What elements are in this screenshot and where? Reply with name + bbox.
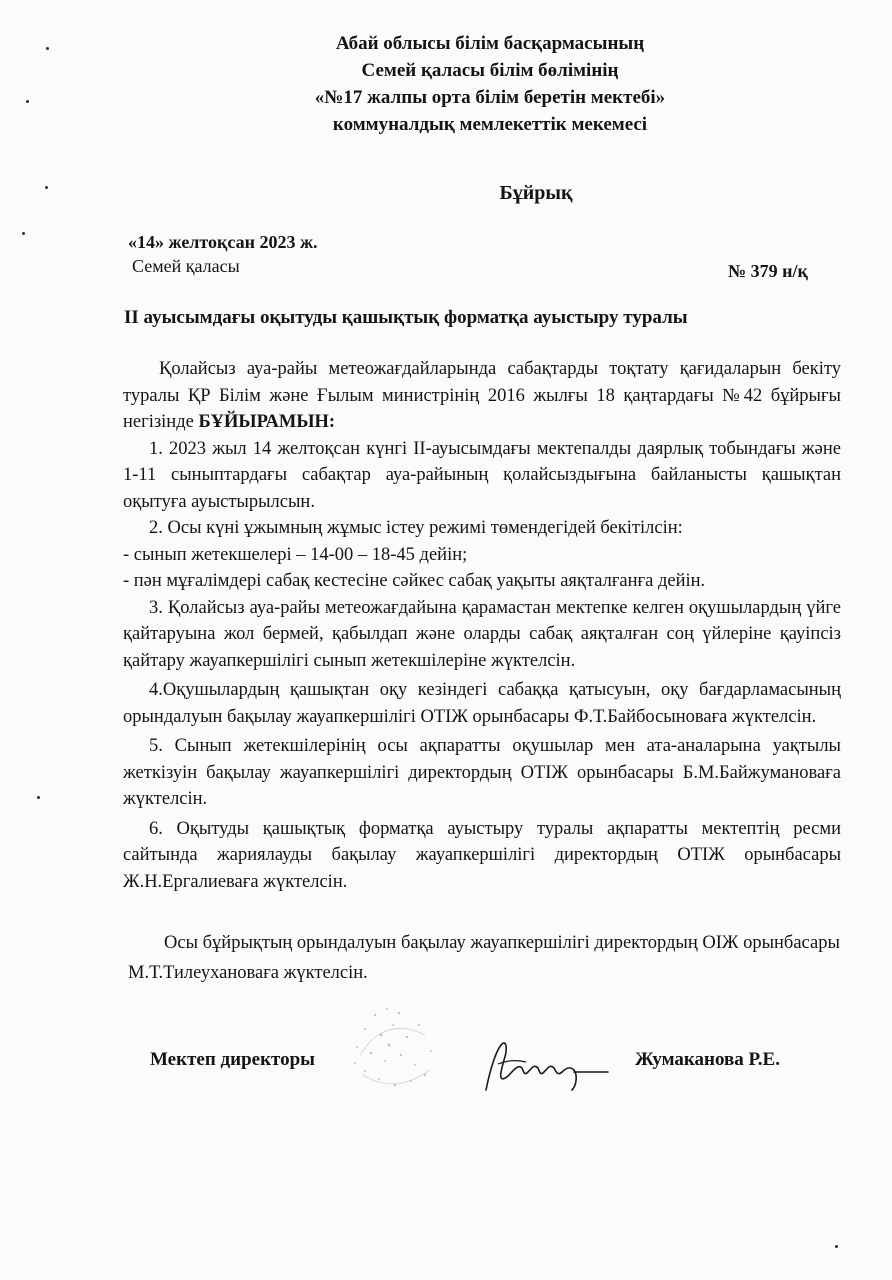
- scan-speck: [835, 1245, 838, 1248]
- scan-speck: [26, 100, 29, 103]
- order-item-3: 3. Қолайсыз ауа-райы метеожағдайына қарамастан мектепке келген оқушылардың үйге қайтаруына жол бермей, қабылдап және оларды сабақ аяқталған соң үйлеріне қауіпсіз қайтару жауапкершілігі сынып жетекшілеріне жүктелсін.: [123, 597, 841, 671]
- order-body: [123, 356, 841, 895]
- order-subject: ІІ ауысымдағы оқытуды қашықтық форматқа ауыстыру туралы: [124, 307, 688, 328]
- final-paragraph: [128, 928, 848, 988]
- order-item-1: 1. 2023 жыл 14 желтоқсан күнгі ІІ-ауысымдағы мектепалды даярлық тобындағы және 1-11 сыныптардағы сабақтар ауа-райының қолайсыздығына байланысты қашықтан оқытуға ауыстырылсын.: [123, 438, 841, 512]
- intro-text: Қолайсыз ауа-райы метеожағдайларында сабақтарды тоқтату қағидаларын бекіту туралы ҚР Білім және Ғылым министрінің 2016 жылғы 18 қаңтардағы №42 бұйрығы негізінде: [123, 359, 841, 432]
- order-title: Бұйрық: [499, 182, 573, 204]
- order-city: Семей қаласы: [132, 256, 240, 276]
- intro-paragraph: [123, 356, 841, 436]
- order-item-5: 5. Сынып жетекшілерінің осы ақпаратты оқушылар мен ата-аналарына уақтылы жеткізуін бақылау жауапкершілігі директордың ОТІЖ орынбасары Б.М.Байжумановаға жүктелсін.: [123, 736, 841, 809]
- signatory-name: Жумаканова Р.Е.: [635, 1049, 780, 1070]
- intro-bold-text: БҰЙЫРАМЫН:: [198, 412, 336, 432]
- scan-speck: [22, 232, 25, 235]
- handwritten-signature: [478, 1030, 618, 1100]
- header-line-1: Абай облысы білім басқармасының: [335, 33, 645, 54]
- order-date: «14» желтоқсан 2023 ж.: [128, 232, 318, 252]
- header-line-4: коммуналдық мемлекеттік мекемесі: [332, 114, 648, 135]
- order-number: № 379 н/қ: [728, 261, 808, 281]
- final-text: Осы бұйрықтың орындалуын бақылау жауапкершілігі директордың ОІЖ орынбасары М.Т.Тилеухановаға жүктелсін.: [128, 933, 840, 983]
- scan-speck: [45, 186, 48, 189]
- order-item-2b: - пән мұғалімдері сабақ кестесіне сәйкес сабақ уақыты аяқталғанға дейін.: [123, 571, 706, 591]
- order-item-2: 2. Осы күні ұжымның жұмыс істеу режимі төмендегідей бекітілсін:: [149, 518, 683, 538]
- scan-speck: [37, 796, 40, 799]
- signatory-role: Мектеп директоры: [150, 1049, 316, 1070]
- header-line-3: «№17 жалпы орта білім беретін мектебі»: [314, 87, 666, 108]
- organization-header: [160, 30, 820, 138]
- order-item-2a: - сынып жетекшелері – 14-00 – 18-45 дейін;: [123, 544, 468, 565]
- scan-speck: [46, 47, 49, 50]
- faded-stamp-mark: [335, 995, 475, 1105]
- order-item-6: 6. Оқытуды қашықтық форматқа ауыстыру туралы ақпаратты мектептің ресми сайтында жариялауды бақылау жауапкершілігі директордың ОТІЖ орынбасары Ж.Н.Ергалиеваға жүктелсін.: [123, 818, 841, 892]
- order-item-4: 4.Оқушылардың қашықтан оқу кезіндегі сабаққа қатысуын, оқу бағдарламасының орындалуын бақылау жауапкершілігі ОТІЖ орынбасары Ф.Т.Байбосыноваға жүктелсін.: [123, 680, 841, 727]
- header-line-2: Семей қаласы білім бөлімінің: [361, 60, 619, 81]
